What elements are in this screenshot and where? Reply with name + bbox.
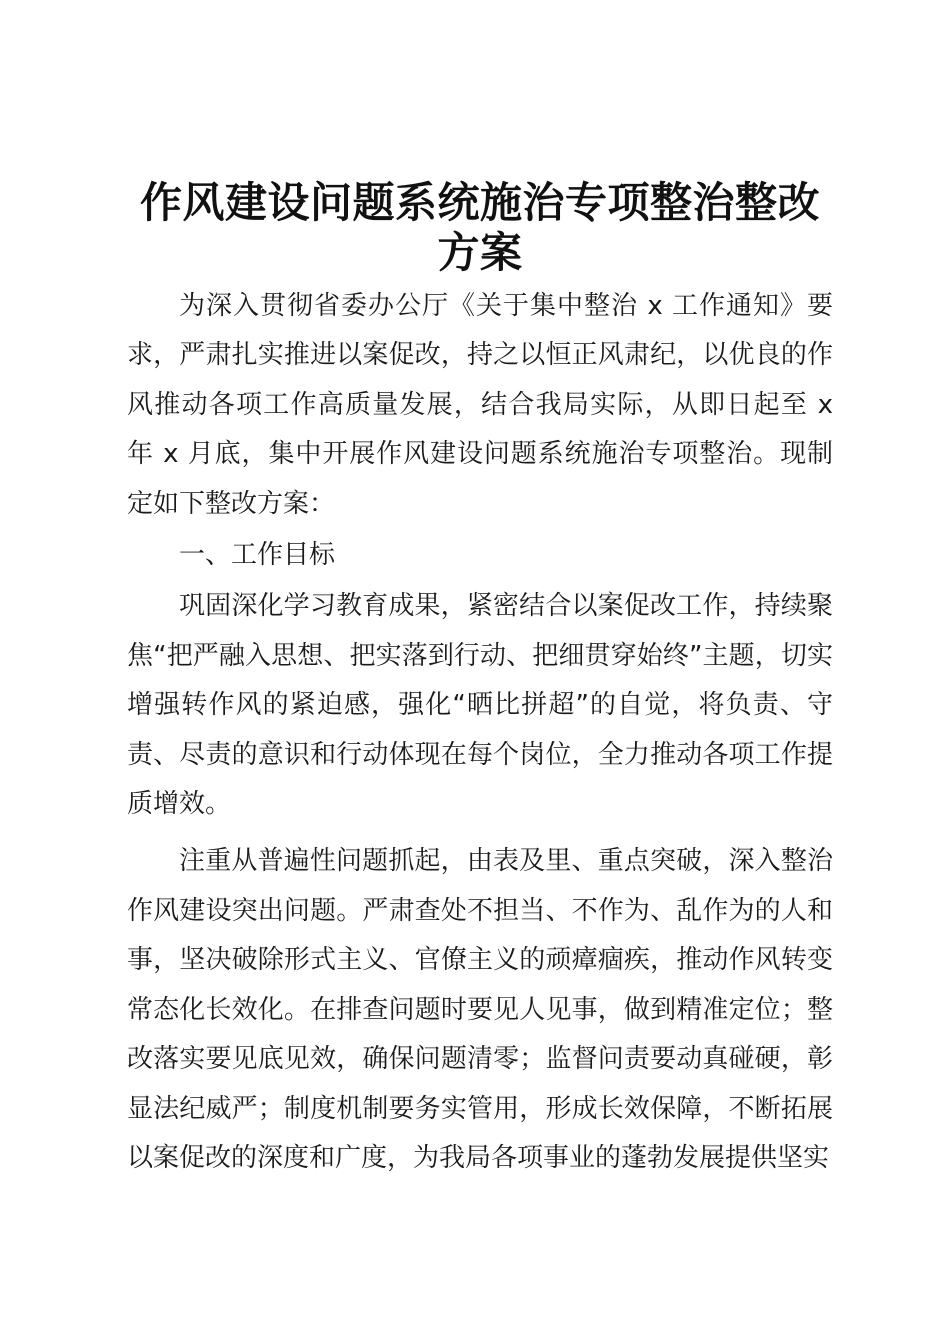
document-title: 作风建设问题系统施治专项整治整改方案 bbox=[139, 178, 820, 277]
intro-paragraph: 为深入贯彻省委办公厅《关于集中整治 x 工作通知》要求，严肃扎实推进以案促改，持之以恒正风肃纪，以优良的作风推动各项工作高质量发展，结合我局实际，从即日起至 x 年 x 月底，集中开展作风建设问题系统施治专项整治。现制定如下整改方案： bbox=[127, 291, 833, 519]
goal-paragraph-1: 巩固深化学习教育成果，紧密结合以案促改工作，持续聚焦“把严融入思想、把实落到行动、把细贯穿始终”主题，切实增强转作风的紧迫感，强化“晒比拼超”的自觉，将负责、守责、尽责的意识和行动体现在每个岗位，全力推动各项工作提质增效。 bbox=[127, 591, 833, 820]
goal-paragraph-2: 注重从普遍性问题抓起，由表及里、重点突破，深入整治作风建设突出问题。严肃查处不担当、不作为、乱作为的人和事，坚决破除形式主义、官僚主义的顽瘴痼疾，推动作风转变常态化长效化。在排查问题时要见人见事，做到精准定位；整改落实要见底见效，确保问题清零；监督问责要动真碰硬，彰显法纪威严；制度机制要务实管用，形成长效保障，不断拓展以案促改的深度和广度，为我局各项事业的蓬勃发展提供坚实 bbox=[127, 846, 833, 1173]
document-body bbox=[127, 282, 833, 1183]
section-heading-work-goals: 一、工作目标 bbox=[179, 540, 336, 571]
